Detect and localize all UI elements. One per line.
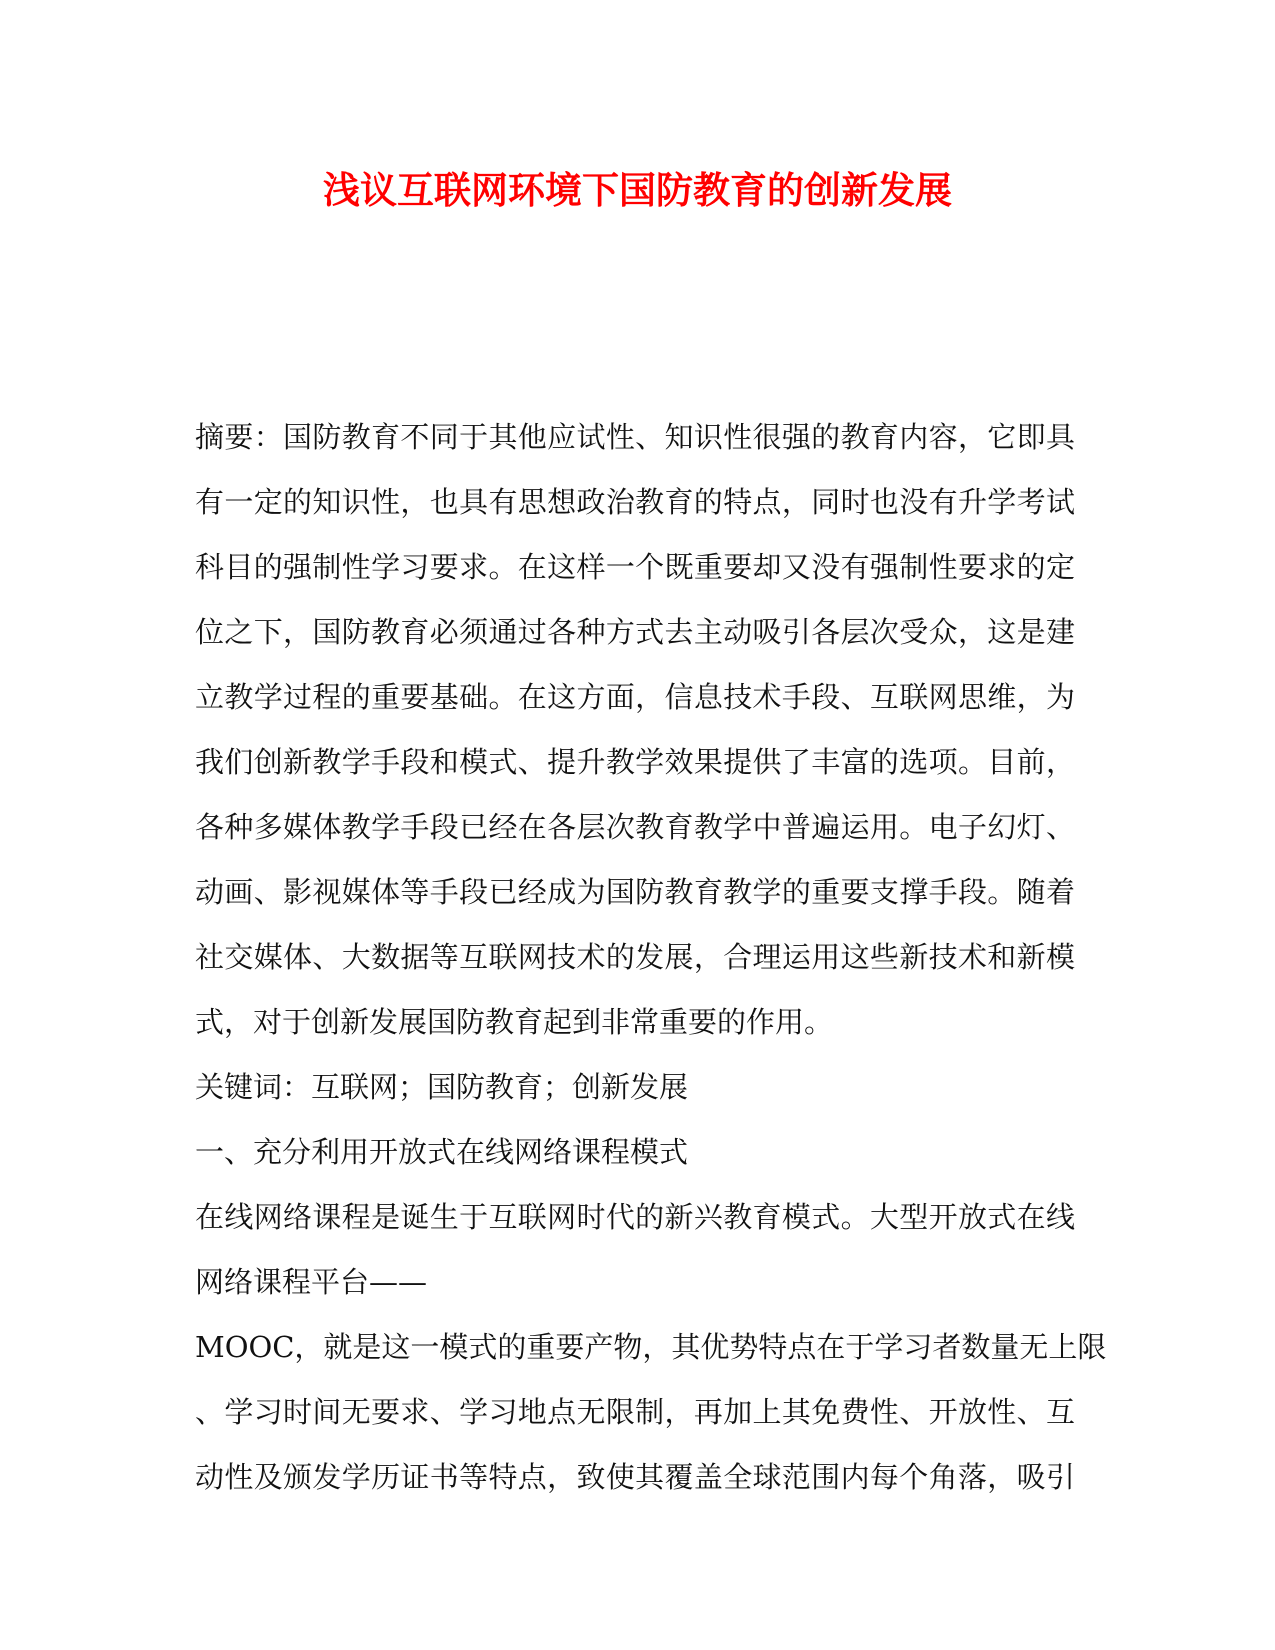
paragraph-line: 网络课程平台——	[195, 1265, 428, 1299]
keywords-text: 关键词：互联网；国防教育；创新发展	[195, 1070, 689, 1104]
section-paragraph-1	[195, 1185, 1075, 1315]
paragraph-line: 、学习时间无要求、学习地点无限制，再加上其免费性、开放性、互	[195, 1395, 1075, 1429]
abstract-line: 各种多媒体教学手段已经在各层次教育教学中普遍运用。电子幻灯、	[195, 810, 1075, 844]
abstract-line: 摘要：国防教育不同于其他应试性、知识性很强的教育内容，它即具	[195, 420, 1075, 454]
abstract-line: 社交媒体、大数据等互联网技术的发展，合理运用这些新技术和新模	[195, 940, 1075, 974]
paragraph-line: MOOC，就是这一模式的重要产物，其优势特点在于学习者数量无上限	[195, 1330, 1107, 1364]
abstract-line: 我们创新教学手段和模式、提升教学效果提供了丰富的选项。目前，	[195, 745, 1075, 779]
paragraph-line: 在线网络课程是诞生于互联网时代的新兴教育模式。大型开放式在线	[195, 1200, 1075, 1234]
abstract-paragraph	[195, 405, 1075, 1055]
abstract-line: 立教学过程的重要基础。在这方面，信息技术手段、互联网思维，为	[195, 680, 1075, 714]
section-heading	[195, 1120, 1075, 1185]
section-heading-text: 一、充分利用开放式在线网络课程模式	[195, 1135, 689, 1169]
abstract-line: 科目的强制性学习要求。在这样一个既重要却又没有强制性要求的定	[195, 550, 1075, 584]
abstract-line: 动画、影视媒体等手段已经成为国防教育教学的重要支撑手段。随着	[195, 875, 1075, 909]
abstract-line: 有一定的知识性，也具有思想政治教育的特点，同时也没有升学考试	[195, 485, 1075, 519]
abstract-line: 位之下，国防教育必须通过各种方式去主动吸引各层次受众，这是建	[195, 615, 1075, 649]
document-title: 浅议互联网环境下国防教育的创新发展	[323, 168, 952, 212]
section-paragraph-2	[195, 1315, 1107, 1510]
paragraph-line: 动性及颁发学历证书等特点，致使其覆盖全球范围内每个角落，吸引	[195, 1460, 1075, 1494]
document-body	[195, 405, 1107, 1510]
keywords-line	[195, 1055, 1075, 1120]
abstract-line: 式，对于创新发展国防教育起到非常重要的作用。	[195, 1005, 834, 1039]
